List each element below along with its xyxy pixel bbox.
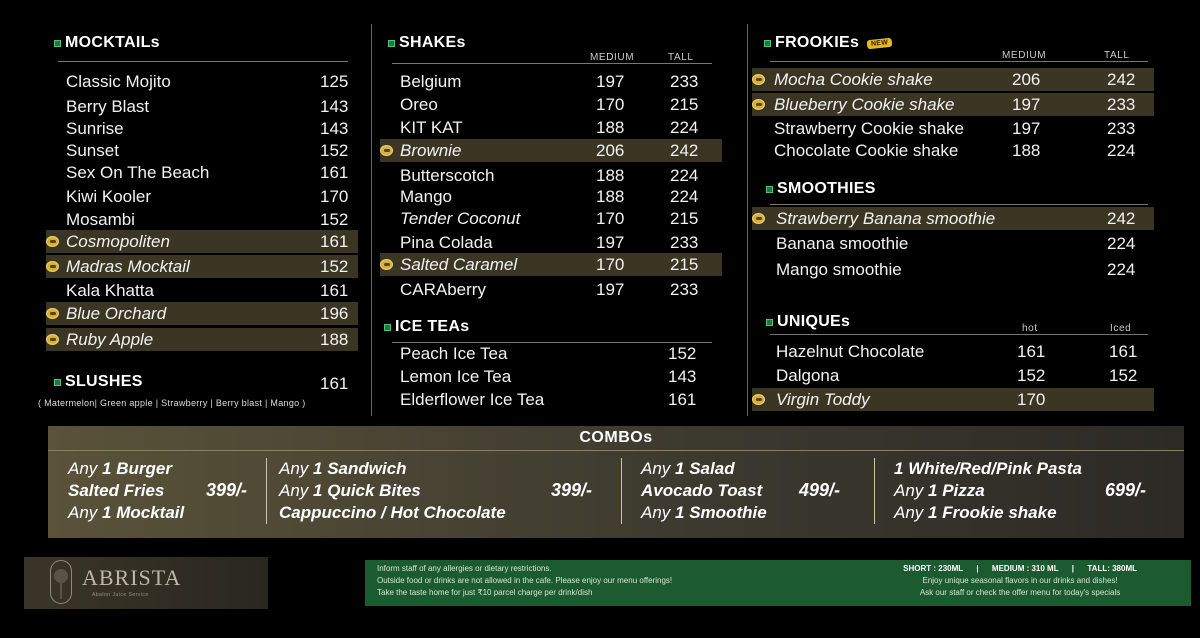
item-price: 170: [320, 186, 349, 206]
menu-item-row: [752, 364, 1154, 387]
combo-item: Quick Bites: [327, 481, 421, 500]
frookies-medium-header: MEDIUM: [1002, 50, 1047, 61]
combo-price: 399/-: [551, 480, 593, 500]
menu-item-row: [752, 117, 1154, 140]
combo-line: [894, 502, 1082, 524]
tall-price: 224: [670, 186, 699, 206]
combos-panel: [48, 426, 1184, 538]
item-name: Butterscotch: [400, 165, 495, 185]
item-name: Kiwi Kooler: [66, 186, 152, 206]
note-line: Outside food or drinks are not allowed in the cafe. Please enjoy our menu offerings!: [377, 576, 673, 585]
tall-price: 233: [670, 71, 699, 91]
combo-qty: 1: [675, 503, 690, 522]
menu-item-row: [46, 139, 358, 162]
item-name: Sunset: [66, 140, 119, 160]
bestseller-icon: [380, 145, 393, 156]
menu-item-row: [46, 230, 358, 253]
tall-price: 233: [1107, 94, 1136, 114]
tall-price: 233: [670, 232, 699, 252]
tall-price: 242: [670, 140, 699, 160]
item-name: Peach Ice Tea: [400, 343, 508, 363]
tall-price: 224: [670, 165, 699, 185]
item-name: Blueberry Cookie shake: [774, 94, 955, 114]
medium-price: 188: [596, 117, 625, 137]
combo-prefix: Any: [641, 459, 676, 478]
item-price: 188: [320, 329, 349, 349]
combo-divider: [266, 458, 267, 524]
combo-price: 399/-: [206, 480, 248, 500]
menu-item-row: [380, 388, 722, 411]
combo-item: Sandwich: [327, 459, 407, 478]
frookies-tall-header: TALL: [1104, 50, 1130, 61]
menu-item-row: [752, 388, 1154, 411]
item-name: Kala Khatta: [66, 280, 154, 300]
policy-notes: [377, 563, 672, 599]
combo-qty: 1: [102, 459, 117, 478]
tall-price: 242: [1107, 69, 1136, 89]
menu-item-row: [46, 279, 358, 302]
menu-item-row: [380, 185, 722, 208]
section-rule: [770, 61, 1148, 62]
medium-price: 197: [596, 71, 625, 91]
combo-line: [894, 458, 1082, 480]
menu-item-row: [380, 207, 722, 230]
item-price: 224: [1107, 233, 1136, 253]
hot-price: 170: [1017, 389, 1046, 409]
medium-price: 170: [596, 254, 625, 274]
veg-marker-icon: [388, 40, 395, 47]
menu-item-row: [46, 302, 358, 325]
combo-qty: 1: [313, 459, 328, 478]
combo-line: [279, 458, 506, 480]
note-line: Enjoy unique seasonal flavors in our drinks and dishes!: [922, 576, 1118, 585]
tall-price: 215: [670, 208, 699, 228]
new-badge: NEW: [867, 37, 893, 49]
item-price: 196: [320, 303, 349, 323]
item-name: Berry Blast: [66, 96, 150, 116]
combo-qty: 1: [102, 503, 117, 522]
menu-item-row: [380, 116, 722, 139]
veg-marker-icon: [54, 379, 61, 386]
shakes-tall-header: TALL: [668, 52, 694, 63]
combo-qty: 1: [313, 481, 328, 500]
menu-item-row: [380, 93, 722, 116]
menu-item-row: [752, 258, 1154, 281]
combo-prefix: Any: [279, 481, 314, 500]
medium-price: 206: [596, 140, 625, 160]
bestseller-icon: [46, 261, 59, 272]
item-price: 125: [320, 71, 349, 91]
item-name: Salted Caramel: [400, 254, 518, 274]
menu-item-row: [380, 164, 722, 187]
combo-prefix: Any: [68, 459, 103, 478]
menu-item-row: [380, 253, 722, 276]
iceteas-heading: ICE TEAs: [384, 318, 469, 336]
item-name: Mosambi: [66, 209, 135, 229]
combo-prefix: Any: [641, 503, 676, 522]
combo-item: Pizza: [942, 481, 985, 500]
frookies-heading: FROOKIEs NEW: [764, 34, 892, 52]
bestseller-icon: [46, 236, 59, 247]
section-rule: [770, 204, 1148, 205]
item-name: Sex On The Beach: [66, 162, 210, 182]
slushes-price: 161: [320, 374, 349, 393]
item-price: 242: [1107, 208, 1136, 228]
section-rule: [392, 63, 712, 64]
menu-item-row: [46, 70, 358, 93]
menu-item-row: [46, 161, 358, 184]
combo-prefix: Any: [279, 459, 314, 478]
tall-price: 233: [670, 279, 699, 299]
note-line: Take the taste home for just ₹10 parcel charge per drink/dish: [377, 588, 593, 597]
veg-marker-icon: [766, 186, 773, 193]
section-rule: [48, 450, 1184, 451]
menu-item-row: [752, 93, 1154, 116]
item-name: Chocolate Cookie shake: [774, 140, 959, 160]
combo-qty: 1: [894, 459, 909, 478]
item-name: Belgium: [400, 71, 462, 91]
bestseller-icon: [752, 99, 765, 110]
combo-line: [641, 502, 767, 524]
menu-item-row: [380, 139, 722, 162]
item-price: 161: [668, 389, 697, 409]
size-legend: SHORT : 230ML | MEDIUM : 310 ML | TALL: 380ML: [903, 564, 1137, 573]
item-name: Cosmopoliten: [66, 231, 170, 251]
medium-price: 206: [1012, 69, 1041, 89]
item-price: 152: [320, 256, 349, 276]
combo-qty: 1: [928, 481, 943, 500]
combo-line: [641, 458, 767, 480]
slushes-flavors: ( Matermelon| Green apple | Strawberry | Berry blast | Mango ): [38, 398, 306, 408]
medium-price: 188: [596, 186, 625, 206]
medium-price: 197: [1012, 118, 1041, 138]
uniques-hot-header: hot: [1022, 323, 1038, 334]
menu-item-row: [752, 207, 1154, 230]
menu-item-row: [380, 231, 722, 254]
item-name: Blue Orchard: [66, 303, 167, 323]
item-name: Strawberry Banana smoothie: [776, 208, 996, 228]
tall-price: 215: [670, 94, 699, 114]
column-divider: [371, 24, 372, 416]
item-price: 161: [320, 280, 349, 300]
item-name: Mocha Cookie shake: [774, 69, 933, 89]
item-name: Oreo: [400, 94, 438, 114]
combo-group: [641, 458, 767, 524]
item-name: Classic Mojito: [66, 71, 171, 91]
menu-item-row: [380, 365, 722, 388]
combo-line: [894, 480, 1082, 502]
veg-marker-icon: [384, 324, 391, 331]
combo-group: [68, 458, 184, 524]
item-name: Ruby Apple: [66, 329, 154, 349]
medium-price: 197: [596, 279, 625, 299]
uniques-iced-header: Iced: [1110, 323, 1132, 334]
item-name: Hazelnut Chocolate: [776, 341, 925, 361]
combo-line: [279, 502, 506, 524]
combo-item: Frookie shake: [942, 503, 1057, 522]
combo-line: [279, 480, 506, 502]
bestseller-icon: [752, 74, 765, 85]
size-info: [903, 563, 1137, 599]
medium-price: 197: [1012, 94, 1041, 114]
menu-item-row: [46, 95, 358, 118]
item-name: Lemon Ice Tea: [400, 366, 512, 386]
item-name: Strawberry Cookie shake: [774, 118, 964, 138]
combo-group: [279, 458, 506, 524]
veg-marker-icon: [54, 40, 61, 47]
smoothies-heading: SMOOTHIES: [766, 180, 876, 198]
menu-item-row: [752, 232, 1154, 255]
combo-divider: [874, 458, 875, 524]
combo-line: [68, 502, 184, 524]
mocktails-heading: MOCKTAILs: [54, 34, 160, 52]
hot-price: 152: [1017, 365, 1046, 385]
veg-marker-icon: [764, 40, 771, 47]
combo-line: [641, 480, 767, 502]
combo-prefix: Any: [894, 481, 929, 500]
combo-item: Smoothie: [689, 503, 767, 522]
menu-item-row: [380, 70, 722, 93]
bestseller-icon: [46, 334, 59, 345]
item-name: Sunrise: [66, 118, 124, 138]
combo-line: [68, 480, 184, 502]
menu-item-row: [46, 117, 358, 140]
hot-price: 161: [1017, 341, 1046, 361]
shakes-heading: SHAKEs: [388, 34, 466, 52]
medium-price: 170: [596, 208, 625, 228]
combo-price: 499/-: [799, 480, 841, 500]
combo-line: [68, 458, 184, 480]
tall-price: 224: [1107, 140, 1136, 160]
brand-name: ABRISTA: [82, 565, 182, 590]
item-price: 143: [320, 96, 349, 116]
item-name: Mango: [400, 186, 452, 206]
uniques-heading: UNIQUEs: [766, 313, 850, 331]
menu-item-row: [380, 278, 722, 301]
bestseller-icon: [752, 213, 765, 224]
combo-item: White/Red/Pink Pasta: [908, 459, 1083, 478]
combo-group: [894, 458, 1082, 524]
combos-heading: COMBOs: [579, 429, 653, 446]
item-name: KIT KAT: [400, 117, 463, 137]
menu-item-row: [752, 68, 1154, 91]
iced-price: 152: [1109, 365, 1138, 385]
medium-price: 170: [596, 94, 625, 114]
brand-tagline: Abalon Juice Service: [92, 592, 149, 598]
item-name: Mango smoothie: [776, 259, 902, 279]
iced-price: 161: [1109, 341, 1138, 361]
bestseller-icon: [380, 259, 393, 270]
item-price: 152: [668, 343, 697, 363]
brand-logo: [24, 557, 268, 609]
bestseller-icon: [752, 394, 765, 405]
shakes-medium-header: MEDIUM: [590, 52, 635, 63]
note-line: Inform staff of any allergies or dietary restrictions.: [377, 564, 552, 573]
slushes-heading: SLUSHES: [54, 373, 143, 391]
item-name: Virgin Toddy: [776, 389, 870, 409]
tall-price: 215: [670, 254, 699, 274]
medium-price: 188: [596, 165, 625, 185]
item-price: 152: [320, 140, 349, 160]
menu-item-row: [752, 139, 1154, 162]
item-price: 143: [668, 366, 697, 386]
combo-item: Cappuccino / Hot Chocolate: [279, 503, 506, 522]
note-line: Ask our staff or check the offer menu for today's specials: [919, 588, 1121, 597]
combo-prefix: Any: [68, 503, 103, 522]
combo-prefix: Any: [894, 503, 929, 522]
combo-qty: 1: [928, 503, 943, 522]
combo-item: Mocktail: [116, 503, 185, 522]
item-name: Pina Colada: [400, 232, 493, 252]
item-name: Tender Coconut: [400, 208, 521, 228]
item-price: 161: [320, 162, 349, 182]
veg-marker-icon: [766, 319, 773, 326]
medium-price: 188: [1012, 140, 1041, 160]
item-name: Madras Mocktail: [66, 256, 190, 276]
section-rule: [770, 334, 1148, 335]
column-divider: [747, 24, 748, 416]
combo-item: Avocado Toast: [641, 481, 763, 500]
combo-price: 699/-: [1105, 480, 1147, 500]
menu-item-row: [46, 185, 358, 208]
menu-item-row: [752, 340, 1154, 363]
combo-item: Salad: [689, 459, 735, 478]
info-banner: [365, 560, 1191, 606]
item-name: CARAberry: [400, 279, 486, 299]
bestseller-icon: [46, 308, 59, 319]
menu-item-row: [46, 208, 358, 231]
combo-item: Salted Fries: [68, 481, 165, 500]
item-price: 143: [320, 118, 349, 138]
item-price: 152: [320, 209, 349, 229]
item-name: Brownie: [400, 140, 462, 160]
medium-price: 197: [596, 232, 625, 252]
menu-item-row: [46, 328, 358, 351]
combo-divider: [621, 458, 622, 524]
menu-item-row: [380, 342, 722, 365]
combo-qty: 1: [675, 459, 690, 478]
tall-price: 224: [670, 117, 699, 137]
item-name: Dalgona: [776, 365, 840, 385]
tree-logo-icon: [50, 560, 72, 604]
item-price: 161: [320, 231, 349, 251]
combo-item: Burger: [116, 459, 172, 478]
item-price: 224: [1107, 259, 1136, 279]
item-name: Elderflower Ice Tea: [400, 389, 545, 409]
menu-item-row: [46, 255, 358, 278]
tall-price: 233: [1107, 118, 1136, 138]
item-name: Banana smoothie: [776, 233, 909, 253]
section-rule: [58, 61, 348, 62]
